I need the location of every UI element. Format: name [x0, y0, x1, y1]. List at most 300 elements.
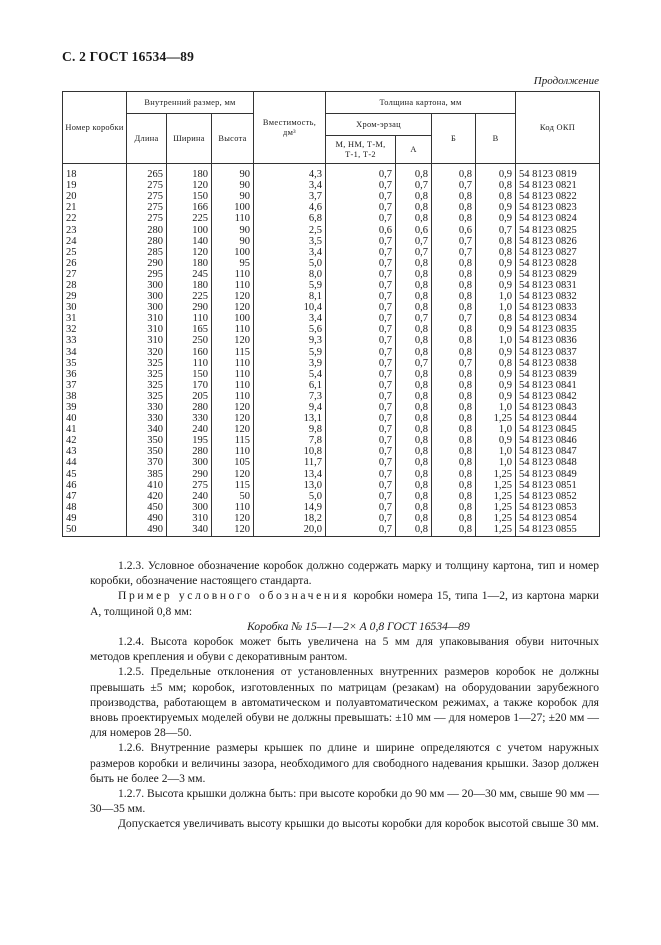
- cell-length: 295: [127, 269, 167, 280]
- cell-height: 100: [212, 202, 254, 213]
- cell-thickness-v: 1,25: [476, 469, 516, 480]
- cell-box-number: 31: [63, 313, 127, 324]
- cell-width: 180: [167, 164, 212, 181]
- table-row: [63, 513, 600, 524]
- cell-box-number: 27: [63, 269, 127, 280]
- cell-thickness-m: 0,7: [326, 324, 396, 335]
- cell-thickness-a: 0,8: [396, 291, 432, 302]
- cell-okp-code: 54 8123 0836: [516, 335, 600, 346]
- cell-thickness-m: 0,7: [326, 369, 396, 380]
- cell-thickness-a: 0,8: [396, 491, 432, 502]
- header-m-grades: М, НМ, Т-М, Т-1, Т-2: [326, 136, 396, 164]
- cell-width: 150: [167, 369, 212, 380]
- cell-okp-code: 54 8123 0819: [516, 164, 600, 181]
- cell-thickness-v: 0,8: [476, 313, 516, 324]
- cell-width: 120: [167, 247, 212, 258]
- cell-thickness-a: 0,8: [396, 391, 432, 402]
- cell-thickness-b: 0,7: [432, 247, 476, 258]
- cell-box-number: 30: [63, 302, 127, 313]
- cell-thickness-b: 0,8: [432, 335, 476, 346]
- cell-capacity: 9,3: [254, 335, 326, 346]
- cell-okp-code: 54 8123 0839: [516, 369, 600, 380]
- cell-capacity: 10,8: [254, 446, 326, 457]
- cell-thickness-b: 0,8: [432, 164, 476, 181]
- table-row: [63, 358, 600, 369]
- cell-width: 205: [167, 391, 212, 402]
- cell-height: 110: [212, 213, 254, 224]
- cell-height: 110: [212, 502, 254, 513]
- cell-thickness-b: 0,8: [432, 457, 476, 468]
- cell-height: 100: [212, 247, 254, 258]
- cell-thickness-a: 0,8: [396, 269, 432, 280]
- header-capacity: Вместимость, дм³: [254, 92, 326, 164]
- example-intro: [90, 588, 599, 618]
- cell-height: 120: [212, 424, 254, 435]
- designation-example: Коробка № 15—1—2× А 0,8 ГОСТ 16534—89: [247, 619, 470, 633]
- cell-thickness-m: 0,7: [326, 258, 396, 269]
- cell-thickness-m: 0,7: [326, 446, 396, 457]
- cell-thickness-b: 0,8: [432, 280, 476, 291]
- table-row: [63, 213, 600, 224]
- cell-okp-code: 54 8123 0846: [516, 435, 600, 446]
- cell-length: 300: [127, 280, 167, 291]
- cell-height: 120: [212, 302, 254, 313]
- cell-box-number: 24: [63, 236, 127, 247]
- cell-thickness-b: 0,7: [432, 236, 476, 247]
- cell-thickness-b: 0,8: [432, 269, 476, 280]
- table-body: [63, 164, 600, 537]
- cell-length: 285: [127, 247, 167, 258]
- cell-okp-code: 54 8123 0833: [516, 302, 600, 313]
- cell-height: 110: [212, 369, 254, 380]
- header-b: Б: [432, 114, 476, 164]
- cell-capacity: 5,9: [254, 280, 326, 291]
- cell-thickness-v: 1,25: [476, 502, 516, 513]
- continuation-label: Продолжение: [533, 75, 599, 87]
- cell-thickness-m: 0,7: [326, 191, 396, 202]
- cell-length: 310: [127, 324, 167, 335]
- cell-thickness-b: 0,8: [432, 380, 476, 391]
- cell-length: 325: [127, 380, 167, 391]
- cell-thickness-a: 0,8: [396, 202, 432, 213]
- cell-height: 115: [212, 435, 254, 446]
- cell-length: 340: [127, 424, 167, 435]
- cell-length: 350: [127, 435, 167, 446]
- cell-thickness-a: 0,8: [396, 213, 432, 224]
- cell-thickness-m: 0,7: [326, 391, 396, 402]
- cell-okp-code: 54 8123 0845: [516, 424, 600, 435]
- cell-okp-code: 54 8123 0835: [516, 324, 600, 335]
- cell-box-number: 21: [63, 202, 127, 213]
- cell-thickness-v: 0,9: [476, 213, 516, 224]
- cell-thickness-b: 0,8: [432, 491, 476, 502]
- cell-length: 310: [127, 313, 167, 324]
- cell-capacity: 3,4: [254, 180, 326, 191]
- cell-width: 140: [167, 236, 212, 247]
- table-row: [63, 236, 600, 247]
- table-row: [63, 524, 600, 537]
- paragraph-1-2-4: 1.2.4. Высота коробок может быть увеличена на 5 мм для упаковывания обуви ниточных методов крепления и обуви с декоративным рантом.: [90, 635, 599, 664]
- cell-thickness-v: 1,0: [476, 446, 516, 457]
- cell-box-number: 32: [63, 324, 127, 335]
- cell-width: 290: [167, 469, 212, 480]
- table-row: [63, 258, 600, 269]
- cell-thickness-b: 0,8: [432, 402, 476, 413]
- cell-capacity: 4,3: [254, 164, 326, 181]
- cell-thickness-a: 0,8: [396, 164, 432, 181]
- cell-thickness-v: 1,0: [476, 424, 516, 435]
- cell-thickness-m: 0,6: [326, 224, 396, 235]
- cell-height: 110: [212, 324, 254, 335]
- cell-height: 90: [212, 164, 254, 181]
- cell-length: 325: [127, 358, 167, 369]
- cell-thickness-b: 0,8: [432, 191, 476, 202]
- cell-capacity: 3,9: [254, 358, 326, 369]
- cell-capacity: 6,8: [254, 213, 326, 224]
- table-row: [63, 457, 600, 468]
- cell-height: 120: [212, 413, 254, 424]
- cell-length: 450: [127, 502, 167, 513]
- cell-capacity: 3,4: [254, 313, 326, 324]
- cell-thickness-a: 0,8: [396, 191, 432, 202]
- cell-thickness-v: 0,8: [476, 236, 516, 247]
- header-v: В: [476, 114, 516, 164]
- header-inner-size: Внутренний размер, мм: [127, 92, 254, 114]
- cell-box-number: 49: [63, 513, 127, 524]
- table-row: [63, 335, 600, 346]
- cell-height: 110: [212, 446, 254, 457]
- cell-width: 280: [167, 402, 212, 413]
- cell-thickness-b: 0,8: [432, 413, 476, 424]
- cell-thickness-a: 0,8: [396, 258, 432, 269]
- cell-capacity: 5,9: [254, 347, 326, 358]
- cell-length: 290: [127, 258, 167, 269]
- table-row: [63, 446, 600, 457]
- cell-thickness-v: 0,9: [476, 391, 516, 402]
- cell-thickness-b: 0,6: [432, 224, 476, 235]
- cell-capacity: 13,0: [254, 480, 326, 491]
- example-label: Пример условного обозначения: [118, 589, 350, 603]
- cell-thickness-b: 0,8: [432, 502, 476, 513]
- cell-thickness-a: 0,7: [396, 313, 432, 324]
- cell-length: 275: [127, 180, 167, 191]
- cell-length: 320: [127, 347, 167, 358]
- cell-capacity: 9,4: [254, 402, 326, 413]
- cell-height: 120: [212, 469, 254, 480]
- cell-thickness-m: 0,7: [326, 469, 396, 480]
- cell-thickness-v: 1,0: [476, 302, 516, 313]
- cell-height: 100: [212, 313, 254, 324]
- table-row: [63, 347, 600, 358]
- cell-thickness-a: 0,8: [396, 324, 432, 335]
- cell-okp-code: 54 8123 0855: [516, 524, 600, 537]
- table-row: [63, 247, 600, 258]
- cell-thickness-a: 0,7: [396, 358, 432, 369]
- cell-length: 280: [127, 224, 167, 235]
- cell-thickness-a: 0,8: [396, 369, 432, 380]
- cell-width: 120: [167, 180, 212, 191]
- cell-thickness-b: 0,8: [432, 302, 476, 313]
- cell-width: 330: [167, 413, 212, 424]
- paragraph-1-2-5: 1.2.5. Предельные отклонения от установленных внутренних размеров коробок не должны превышать ±5 мм; коробок, изготовленных по матрицам (резакам) на оборудовании зарубежного производства, работающем в автоматическом и полуавтоматическом режимах, а также коробок для вновь проектируемых моделей обуви не должны превышать: ±10 мм — для номеров 1—27; ±20 мм — для номеров 28—50.: [90, 665, 599, 740]
- cell-width: 340: [167, 524, 212, 537]
- cell-okp-code: 54 8123 0829: [516, 269, 600, 280]
- cell-height: 110: [212, 391, 254, 402]
- cell-capacity: 3,7: [254, 191, 326, 202]
- cell-thickness-v: 0,8: [476, 358, 516, 369]
- cell-capacity: 13,1: [254, 413, 326, 424]
- cell-thickness-b: 0,8: [432, 524, 476, 537]
- cell-width: 170: [167, 380, 212, 391]
- cell-thickness-b: 0,8: [432, 513, 476, 524]
- cell-thickness-b: 0,8: [432, 213, 476, 224]
- cell-width: 310: [167, 513, 212, 524]
- cell-okp-code: 54 8123 0851: [516, 480, 600, 491]
- header-box-number: Номер коробки: [63, 92, 127, 164]
- cell-capacity: 3,4: [254, 247, 326, 258]
- cell-thickness-m: 0,7: [326, 402, 396, 413]
- cell-height: 120: [212, 402, 254, 413]
- cell-okp-code: 54 8123 0822: [516, 191, 600, 202]
- cell-thickness-a: 0,6: [396, 224, 432, 235]
- cell-capacity: 18,2: [254, 513, 326, 524]
- cell-box-number: 25: [63, 247, 127, 258]
- cell-okp-code: 54 8123 0844: [516, 413, 600, 424]
- cell-box-number: 23: [63, 224, 127, 235]
- cell-thickness-b: 0,8: [432, 202, 476, 213]
- cell-height: 50: [212, 491, 254, 502]
- cell-okp-code: 54 8123 0821: [516, 180, 600, 191]
- cell-box-number: 48: [63, 502, 127, 513]
- cell-capacity: 9,8: [254, 424, 326, 435]
- cell-okp-code: 54 8123 0838: [516, 358, 600, 369]
- cell-box-number: 26: [63, 258, 127, 269]
- cell-thickness-a: 0,8: [396, 446, 432, 457]
- cell-thickness-m: 0,7: [326, 280, 396, 291]
- cell-okp-code: 54 8123 0825: [516, 224, 600, 235]
- cell-width: 290: [167, 302, 212, 313]
- cell-thickness-v: 0,9: [476, 202, 516, 213]
- cell-thickness-b: 0,8: [432, 258, 476, 269]
- cell-thickness-a: 0,7: [396, 180, 432, 191]
- table-row: [63, 202, 600, 213]
- cell-okp-code: 54 8123 0853: [516, 502, 600, 513]
- cell-capacity: 10,4: [254, 302, 326, 313]
- cell-capacity: 6,1: [254, 380, 326, 391]
- cell-length: 275: [127, 202, 167, 213]
- cell-length: 275: [127, 191, 167, 202]
- page-header: С. 2 ГОСТ 16534—89: [62, 49, 195, 64]
- cell-capacity: 5,4: [254, 369, 326, 380]
- cell-height: 110: [212, 280, 254, 291]
- cell-thickness-v: 0,9: [476, 435, 516, 446]
- table-row: [63, 369, 600, 380]
- cell-thickness-a: 0,8: [396, 524, 432, 537]
- cell-length: 330: [127, 402, 167, 413]
- cell-box-number: 45: [63, 469, 127, 480]
- cell-box-number: 50: [63, 524, 127, 537]
- body-text: [90, 558, 599, 832]
- cell-width: 250: [167, 335, 212, 346]
- table-row: [63, 380, 600, 391]
- cell-okp-code: 54 8123 0826: [516, 236, 600, 247]
- cell-thickness-a: 0,8: [396, 513, 432, 524]
- cell-width: 110: [167, 358, 212, 369]
- cell-width: 300: [167, 502, 212, 513]
- cell-thickness-m: 0,7: [326, 347, 396, 358]
- table-row: [63, 491, 600, 502]
- cell-width: 225: [167, 291, 212, 302]
- cell-length: 420: [127, 491, 167, 502]
- cell-okp-code: 54 8123 0847: [516, 446, 600, 457]
- cell-height: 115: [212, 480, 254, 491]
- table-row: [63, 180, 600, 191]
- cell-width: 150: [167, 191, 212, 202]
- cell-thickness-b: 0,7: [432, 313, 476, 324]
- cell-box-number: 39: [63, 402, 127, 413]
- cell-thickness-v: 0,8: [476, 180, 516, 191]
- cell-width: 275: [167, 480, 212, 491]
- cell-capacity: 5,0: [254, 491, 326, 502]
- cell-thickness-a: 0,8: [396, 457, 432, 468]
- cell-thickness-m: 0,7: [326, 435, 396, 446]
- cell-okp-code: 54 8123 0843: [516, 402, 600, 413]
- cell-box-number: 38: [63, 391, 127, 402]
- cell-thickness-a: 0,8: [396, 380, 432, 391]
- cell-capacity: 13,4: [254, 469, 326, 480]
- cell-length: 325: [127, 391, 167, 402]
- cell-length: 490: [127, 524, 167, 537]
- header-okp: Код ОКП: [516, 92, 600, 164]
- table-row: [63, 435, 600, 446]
- cell-box-number: 46: [63, 480, 127, 491]
- cell-length: 280: [127, 236, 167, 247]
- cell-box-number: 37: [63, 380, 127, 391]
- cell-thickness-b: 0,8: [432, 469, 476, 480]
- cell-thickness-m: 0,7: [326, 202, 396, 213]
- cell-thickness-v: 1,25: [476, 491, 516, 502]
- cell-thickness-b: 0,8: [432, 424, 476, 435]
- cell-thickness-v: 0,9: [476, 280, 516, 291]
- cell-thickness-v: 0,9: [476, 347, 516, 358]
- paragraph-1-2-7: 1.2.7. Высота крышки должна быть: при высоте коробки до 90 мм — 20—30 мм, свыше 90 мм — 30—35 мм.: [90, 787, 599, 816]
- cell-box-number: 33: [63, 335, 127, 346]
- header-thickness: Толщина картона, мм: [326, 92, 516, 114]
- cell-thickness-b: 0,7: [432, 358, 476, 369]
- cell-capacity: 4,6: [254, 202, 326, 213]
- cell-length: 385: [127, 469, 167, 480]
- cell-height: 120: [212, 524, 254, 537]
- cell-height: 105: [212, 457, 254, 468]
- cell-height: 115: [212, 347, 254, 358]
- cell-box-number: 44: [63, 457, 127, 468]
- cell-box-number: 47: [63, 491, 127, 502]
- cell-length: 410: [127, 480, 167, 491]
- cell-height: 110: [212, 269, 254, 280]
- cell-thickness-b: 0,8: [432, 446, 476, 457]
- cell-thickness-m: 0,7: [326, 380, 396, 391]
- cell-okp-code: 54 8123 0842: [516, 391, 600, 402]
- table-row: [63, 313, 600, 324]
- cell-box-number: 34: [63, 347, 127, 358]
- cell-thickness-m: 0,7: [326, 302, 396, 313]
- cell-thickness-v: 1,25: [476, 480, 516, 491]
- cell-thickness-b: 0,8: [432, 347, 476, 358]
- cell-capacity: 14,9: [254, 502, 326, 513]
- cell-capacity: 8,1: [254, 291, 326, 302]
- header-width: Ширина: [167, 114, 212, 164]
- cell-thickness-v: 0,9: [476, 324, 516, 335]
- cell-okp-code: 54 8123 0854: [516, 513, 600, 524]
- cell-thickness-a: 0,8: [396, 469, 432, 480]
- cell-thickness-a: 0,8: [396, 280, 432, 291]
- cell-thickness-v: 0,9: [476, 269, 516, 280]
- table-row: [63, 164, 600, 181]
- table-row: [63, 191, 600, 202]
- cell-box-number: 18: [63, 164, 127, 181]
- cell-okp-code: 54 8123 0832: [516, 291, 600, 302]
- cell-okp-code: 54 8123 0834: [516, 313, 600, 324]
- cell-thickness-b: 0,8: [432, 480, 476, 491]
- cell-thickness-a: 0,8: [396, 424, 432, 435]
- cell-thickness-m: 0,7: [326, 491, 396, 502]
- cell-okp-code: 54 8123 0828: [516, 258, 600, 269]
- cell-width: 195: [167, 435, 212, 446]
- cell-box-number: 40: [63, 413, 127, 424]
- paragraph-1-2-7-note: Допускается увеличивать высоту крышки до высоты коробки для коробок высотой свыше 30 мм.: [118, 817, 599, 831]
- cell-length: 330: [127, 413, 167, 424]
- cell-thickness-b: 0,8: [432, 369, 476, 380]
- cell-capacity: 11,7: [254, 457, 326, 468]
- cell-thickness-m: 0,7: [326, 313, 396, 324]
- cell-capacity: 7,3: [254, 391, 326, 402]
- cell-thickness-a: 0,8: [396, 347, 432, 358]
- cell-box-number: 43: [63, 446, 127, 457]
- cell-box-number: 35: [63, 358, 127, 369]
- table-row: [63, 413, 600, 424]
- cell-thickness-a: 0,8: [396, 435, 432, 446]
- cell-okp-code: 54 8123 0824: [516, 213, 600, 224]
- cell-box-number: 22: [63, 213, 127, 224]
- cell-box-number: 42: [63, 435, 127, 446]
- cell-okp-code: 54 8123 0837: [516, 347, 600, 358]
- table-row: [63, 224, 600, 235]
- cell-thickness-v: 0,8: [476, 247, 516, 258]
- cell-length: 490: [127, 513, 167, 524]
- cell-thickness-v: 1,25: [476, 513, 516, 524]
- cell-thickness-v: 1,0: [476, 402, 516, 413]
- cell-thickness-v: 1,0: [476, 335, 516, 346]
- cell-thickness-v: 1,25: [476, 524, 516, 537]
- cell-box-number: 36: [63, 369, 127, 380]
- cell-thickness-v: 1,25: [476, 413, 516, 424]
- cell-thickness-v: 0,8: [476, 191, 516, 202]
- table-row: [63, 469, 600, 480]
- cell-height: 90: [212, 236, 254, 247]
- cell-thickness-m: 0,7: [326, 457, 396, 468]
- cell-thickness-v: 0,9: [476, 369, 516, 380]
- cell-thickness-m: 0,7: [326, 480, 396, 491]
- cell-thickness-m: 0,7: [326, 291, 396, 302]
- cell-thickness-v: 1,0: [476, 457, 516, 468]
- box-sizes-table: [62, 91, 600, 537]
- cell-capacity: 20,0: [254, 524, 326, 537]
- cell-thickness-m: 0,7: [326, 413, 396, 424]
- cell-thickness-b: 0,8: [432, 291, 476, 302]
- cell-box-number: 19: [63, 180, 127, 191]
- cell-thickness-v: 1,0: [476, 291, 516, 302]
- table-row: [63, 324, 600, 335]
